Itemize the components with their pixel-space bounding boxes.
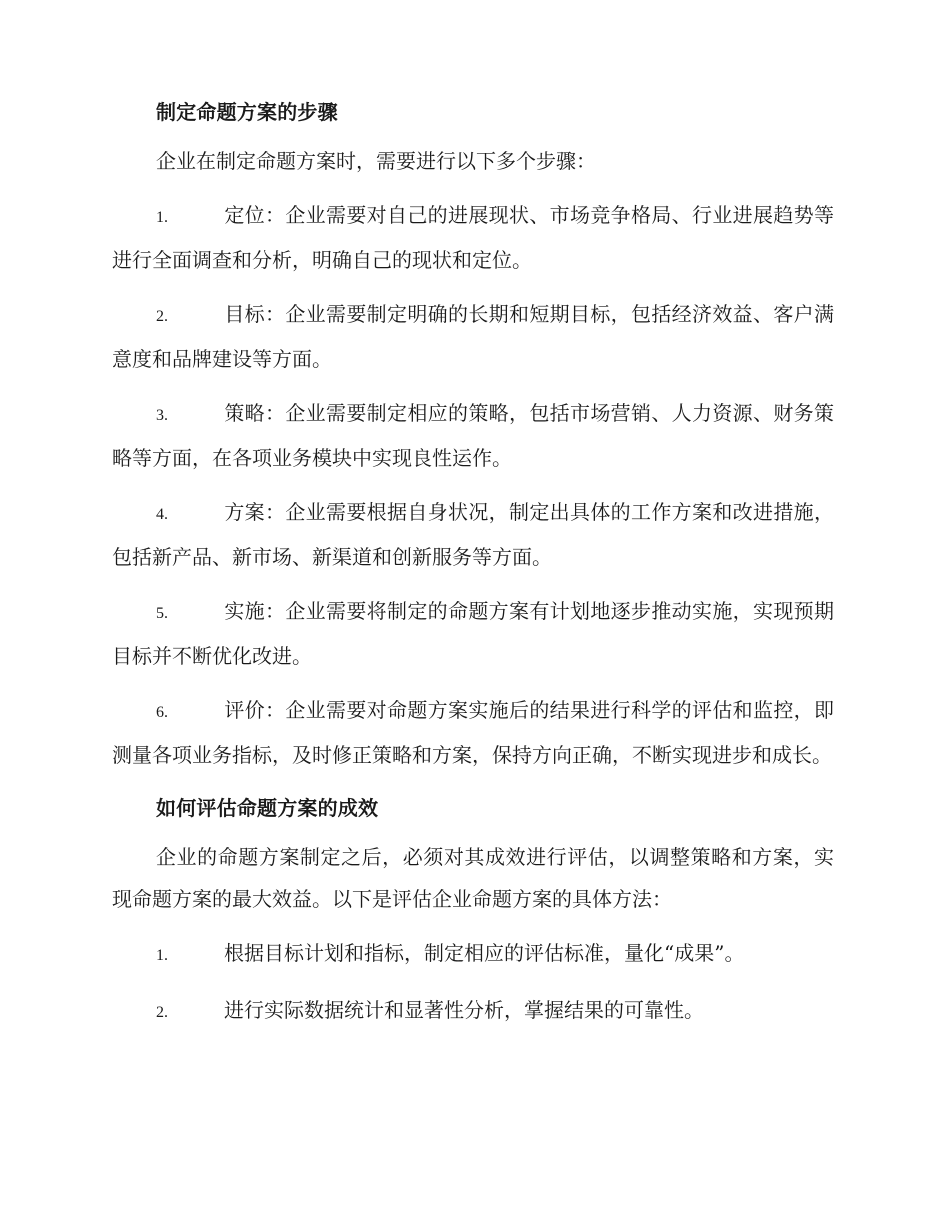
section-intro: 企业的命题方案制定之后，必须对其成效进行评估，以调整策略和方案，实现命题方案的最大效益。以下是评估企业命题方案的具体方法： [112,845,834,911]
list-item [112,989,834,1034]
list-item [112,932,834,977]
list-item [112,293,834,380]
document-page [112,96,834,1046]
list-item-text: 进行实际数据统计和显著性分析，掌握结果的可靠性。 [224,998,704,1022]
list-item-text: 评价：企业需要对命题方案实施后的结果进行科学的评估和监控，即测量各项业务指标，及时修正策略和方案，保持方向正确，不断实现进步和成长。 [112,698,834,767]
list-item-text: 目标：企业需要制定明确的长期和短期目标，包括经济效益、客户满意度和品牌建设等方面。 [112,302,834,371]
list-item-number: 1. [156,947,168,964]
list-item [112,491,834,578]
list-item-number: 2. [156,308,168,325]
list-item-text: 方案：企业需要根据自身状况，制定出具体的工作方案和改进措施，包括新产品、新市场、新渠道和创新服务等方面。 [112,500,834,569]
list-item-text: 根据目标计划和指标，制定相应的评估标准，量化“成果”。 [224,941,745,965]
list-item [112,194,834,281]
list-item-number: 2. [156,1004,168,1021]
list-item [112,689,834,776]
section-heading: 如何评估命题方案的成效 [156,796,379,820]
list-item-text: 策略：企业需要制定相应的策略，包括市场营销、人力资源、财务策略等方面，在各项业务模块中实现良性运作。 [112,401,834,470]
list-item [112,590,834,677]
section-heading: 制定命题方案的步骤 [156,100,338,124]
list-item [112,392,834,479]
list-item-text: 定位：企业需要对自己的进展现状、市场竞争格局、行业进展趋势等进行全面调查和分析，明确自己的现状和定位。 [112,203,834,272]
list-item-number: 4. [156,506,168,523]
list-item-number: 5. [156,605,168,622]
list-item-number: 6. [156,704,168,721]
list-item-text: 实施：企业需要将制定的命题方案有计划地逐步推动实施，实现预期目标并不断优化改进。 [112,599,834,668]
list-item-number: 1. [156,209,168,226]
list-item-number: 3. [156,407,168,424]
section-intro: 企业在制定命题方案时，需要进行以下多个步骤： [156,149,596,173]
